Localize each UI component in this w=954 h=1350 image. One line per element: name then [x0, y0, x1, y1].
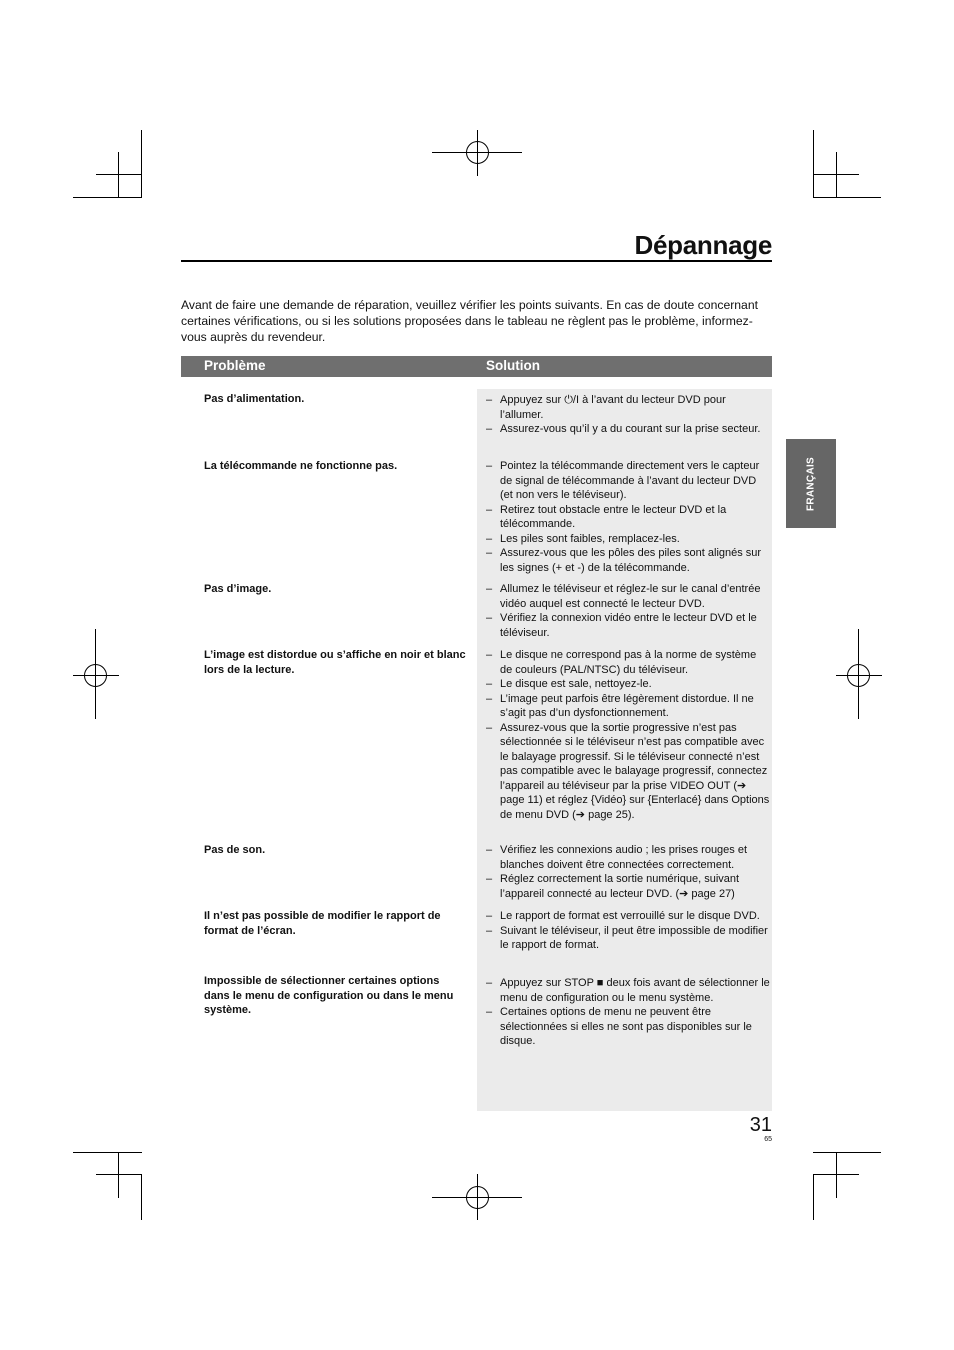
problem-cell: Pas de son. — [204, 844, 266, 856]
intro-paragraph: Avant de faire une demande de réparation, veuillez vérifier les points suivants. En cas de doute concernant certaines vérifications, ou si les solutions proposées dans le tableau ne règlent pas le problème, informez-vous auprès du revendeur. — [181, 298, 759, 344]
header-solution: Solution — [486, 358, 540, 373]
solution-item: – Assurez-vous qu’il y a du courant sur la prise secteur. — [486, 423, 761, 435]
solution-item: – Le disque ne correspond pas à la norme de système de couleurs (PAL/NTSC) du téléviseur. — [486, 649, 757, 676]
problem-cell: Pas d’alimentation. — [204, 393, 305, 405]
solution-item: – Pointez la télécommande directement vers le capteur de signal de télécommande à l’avant du lecteur DVD (et non vers le téléviseur). — [486, 460, 760, 501]
solution-item: – Les piles sont faibles, remplacez-les. — [486, 532, 680, 545]
problem-cell: Pas d’image. — [204, 583, 272, 595]
page-sub-number: 65 — [764, 1136, 772, 1143]
title-rule — [181, 260, 772, 262]
problem-cell: L’image est distordue ou s’affiche en noir et blanc lors de la lecture. — [204, 649, 466, 676]
solution-item: – Le disque est sale, nettoyez-le. — [486, 678, 652, 690]
problem-cell: La télécommande ne fonctionne pas. — [204, 460, 398, 472]
table-header — [181, 356, 772, 377]
solution-item: – Vérifiez la connexion vidéo entre le lecteur DVD et le téléviseur. — [486, 612, 757, 639]
header-problem: Problème — [204, 358, 266, 373]
language-label: FRANÇAIS — [805, 456, 817, 511]
solution-item: – Vérifiez les connexions audio ; les prises rouges et blanches doivent être connectées correctement. — [486, 844, 748, 871]
solution-item: – Appuyez sur STOP ■ deux fois avant de sélectionner le menu de configuration ou le menu système. — [486, 977, 770, 1004]
solution-item: – Suivant le téléviseur, il peut être impossible de modifier le rapport de format. — [486, 924, 768, 951]
solution-item: – Appuyez sur ⏻/I à l’avant du lecteur DVD pour l’allumer. — [486, 394, 726, 421]
solution-item: – Allumez le téléviseur et réglez-le sur le canal d’entrée vidéo auquel est connecté le lecteur DVD. — [486, 583, 761, 610]
solution-list — [486, 459, 771, 575]
solution-list — [486, 909, 771, 953]
solution-list — [486, 976, 771, 1049]
solution-list — [486, 843, 771, 901]
solution-item: – Certaines options de menu ne peuvent être sélectionnées si elles ne sont pas disponibles sur le disque. — [486, 1006, 752, 1047]
solution-list — [486, 582, 771, 640]
solution-list — [486, 393, 771, 437]
solution-item: – Assurez-vous que les pôles des piles sont alignés sur les signes (+ et -) de la télécommande. — [486, 547, 762, 574]
problem-cell: Impossible de sélectionner certaines options dans le menu de configuration ou dans le menu système. — [204, 975, 454, 1016]
language-side-tab — [786, 439, 836, 528]
solution-item: – Réglez correctement la sortie numérique, suivant l’appareil connecté au lecteur DVD. (➔ page 27) — [486, 873, 740, 900]
solution-list — [486, 648, 771, 822]
page-number: 31 — [749, 1114, 772, 1136]
solution-item: – Assurez-vous que la sortie progressive n’est pas sélectionnée si le téléviseur n’est pas compatible avec le balayage progressif. Si le téléviseur connecté n’est pas compatible avec le balayage progressif, connectez l’appareil au téléviseur par la prise VIDEO OUT (➔ page 11) et réglez {Vidéo} sur {Enterlacé} dans Options de menu DVD (➔ page 25). — [486, 721, 770, 821]
page-title: Dépannage — [634, 230, 772, 260]
solution-item: – Le rapport de format est verrouillé sur le disque DVD. — [486, 910, 760, 922]
solution-item: – L’image peut parfois être légèrement distordue. Il ne s’agit pas d’un dysfonctionnement. — [486, 692, 754, 719]
solution-item: – Retirez tout obstacle entre le lecteur DVD et la télécommande. — [486, 503, 727, 530]
problem-cell: Il n’est pas possible de modifier le rapport de format de l’écran. — [204, 910, 441, 937]
